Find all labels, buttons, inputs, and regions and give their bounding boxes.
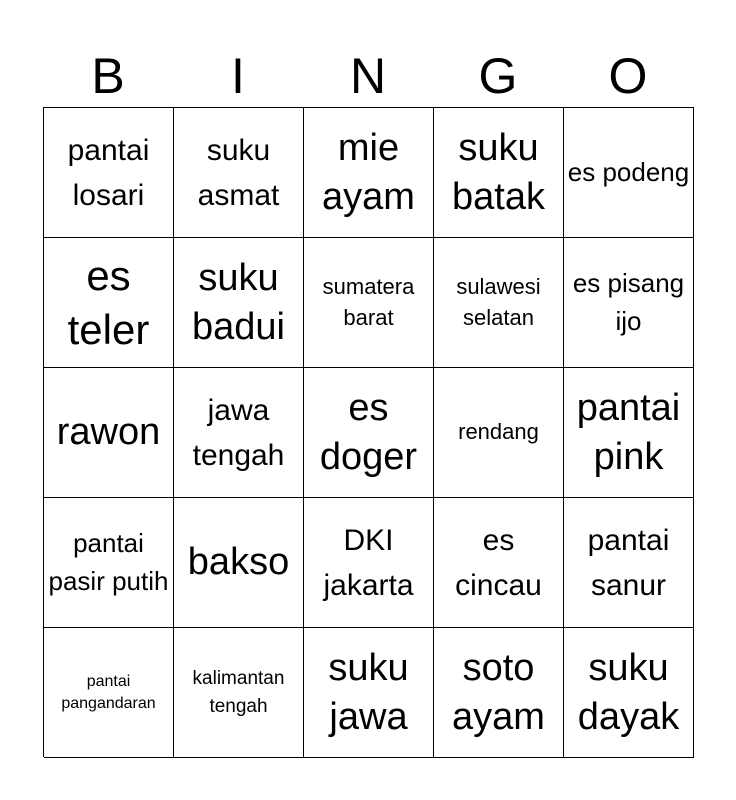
bingo-cell[interactable] [434,498,564,628]
bingo-cell[interactable] [44,238,174,368]
bingo-cell[interactable] [174,238,304,368]
bingo-cell[interactable] [434,628,564,758]
bingo-cell[interactable] [44,368,174,498]
bingo-cell[interactable] [564,628,694,758]
cell-text: bakso [187,541,290,584]
header-letter-n: N [349,48,387,104]
header-letter-i: I [231,48,245,104]
bingo-cell[interactable] [174,368,304,498]
cell-text: suku badui [192,256,285,348]
cell-text: es doger [319,386,418,478]
header-letter-b: B [91,48,125,104]
bingo-cell[interactable] [44,108,174,238]
cell-text: mie ayam [322,126,415,218]
cell-text: es cincau [455,523,542,602]
bingo-cell[interactable] [44,628,174,758]
cell-text: pantai losari [67,133,150,212]
cell-text: pantai pasir putih [48,527,169,596]
bingo-cell[interactable] [304,498,434,628]
bingo-cell[interactable] [564,368,694,498]
bingo-cell[interactable] [564,498,694,628]
bingo-cell[interactable] [304,368,434,498]
header-letter-o: O [608,48,648,104]
bingo-cell[interactable] [564,108,694,238]
cell-text: sulawesi selatan [456,273,541,330]
bingo-board [43,107,694,757]
cell-text: DKI jakarta [323,523,414,602]
bingo-cell[interactable] [434,368,564,498]
bingo-cell[interactable] [174,108,304,238]
cell-text: suku asmat [197,133,280,212]
cell-text: pantai pink [576,386,681,478]
bingo-cell[interactable] [304,108,434,238]
bingo-cell[interactable] [304,238,434,368]
cell-text: rawon [56,411,161,454]
cell-text: kalimantan tengah [192,667,285,717]
bingo-cell[interactable] [434,108,564,238]
bingo-cell[interactable] [174,628,304,758]
cell-text: pantai pangandaran [61,672,156,712]
cell-text: es teler [67,251,150,353]
bingo-header [43,44,693,108]
cell-text: sumatera barat [322,273,415,330]
cell-text: rendang [458,419,539,445]
cell-text: es podeng [567,156,690,187]
bingo-cell[interactable] [44,498,174,628]
cell-text: jawa tengah [192,393,285,472]
cell-text: soto ayam [452,646,545,738]
cell-text: suku jawa [328,646,409,738]
cell-text: es pisang ijo [572,267,685,336]
bingo-cell[interactable] [434,238,564,368]
bingo-cell[interactable] [174,498,304,628]
bingo-cell[interactable] [304,628,434,758]
cell-text: suku dayak [577,646,680,738]
bingo-cell[interactable] [564,238,694,368]
cell-text: suku batak [452,126,545,218]
cell-text: pantai sanur [587,523,670,602]
header-letter-g: G [478,48,518,104]
